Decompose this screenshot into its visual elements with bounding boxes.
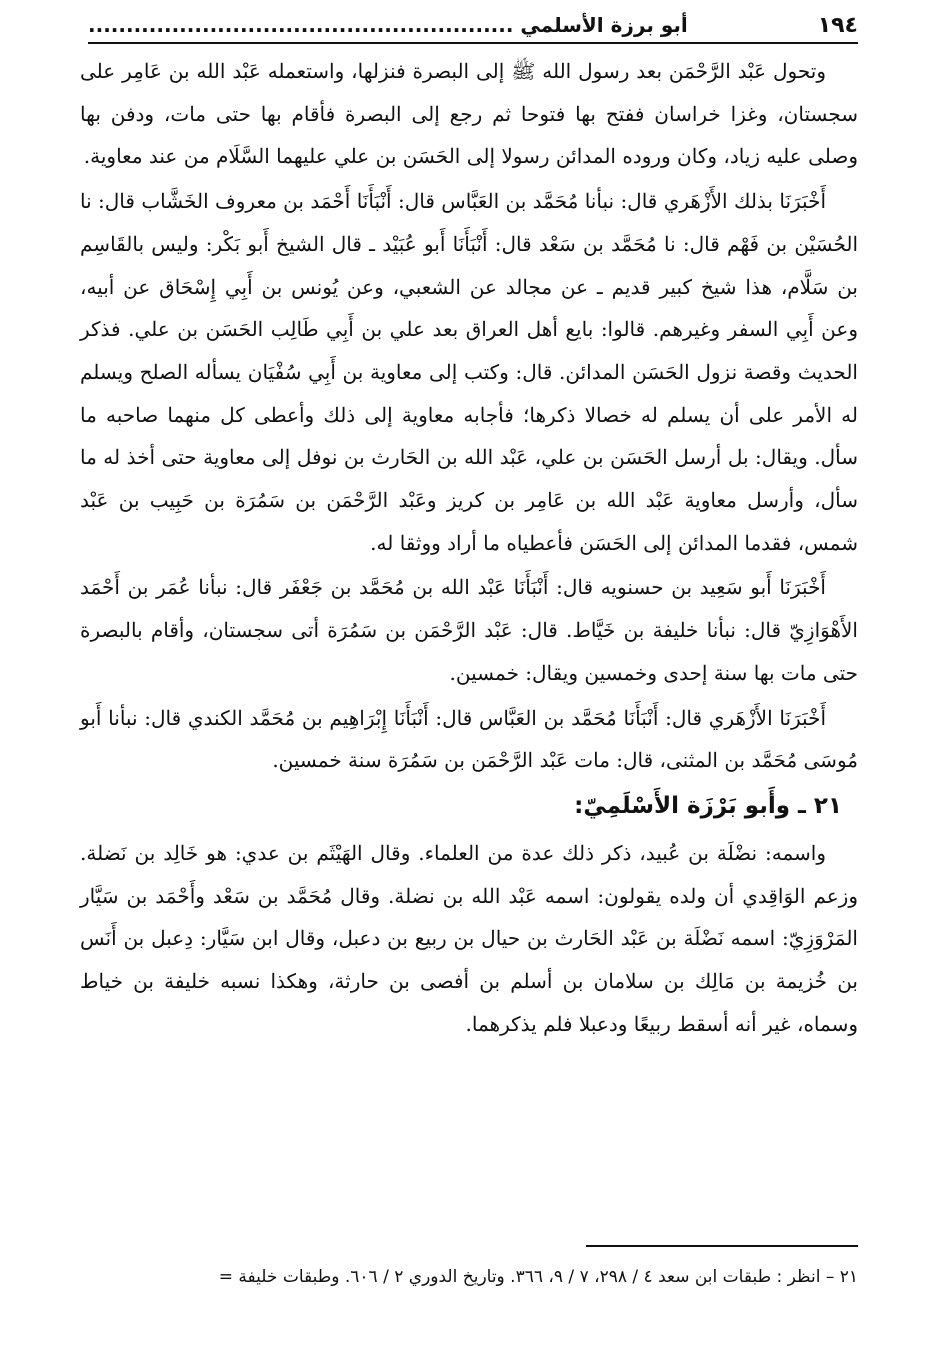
paragraph: أَخْبَرَنَا الأَزْهَري قال: أَنْبَأَنَا مُحَمَّد بن العَبَّاس قال: أَنْبَأَنَا إِبْرَاهِيم بن مُحَمَّد الكندي قال: نبأنا أَبو مُوسَى مُحَمَّد بن المثنى، قال: مات عَبْد الرَّحْمَن بن سَمُرَة سنة خمسين. [80, 705, 858, 773]
page-header [88, 8, 858, 44]
footnote-divider [586, 1245, 858, 1247]
running-title: أبو برزة الأسلمي ........................................................ [88, 13, 688, 37]
footnote: ٢١ – انظر : طبقات ابن سعد ٤ / ٢٩٨، ٧ / ٩، ٣٦٦. وتاريخ الدوري ٢ / ٦٠٦. وطبقات خليفة = [218, 1267, 858, 1287]
paragraph: وتحول عَبْد الرَّحْمَن بعد رسول الله ﷺ إلى البصرة فنزلها، واستعمله عَبْد الله بن عَامِر على سجستان، وغزا خراسان ففتح بها فتوحا ثم رجع إلى البصرة فأقام بها حتى مات، ودفن بها وصلى عليه زياد، وكان وروده المدائن رسولا إلى الحَسَن بن علي عليهما السَّلَام من عند معاوية. [80, 59, 858, 169]
section-title: ٢١ ـ وأَبو بَرْزَة الأَسْلَمِيّ: [574, 792, 842, 819]
page-number: ١٩٤ [817, 12, 858, 38]
paragraph: واسمه: نضْلَة بن عُبيد، ذكر ذلك عدة من العلماء. وقال الهَيْثَم بن عدي: هو خَالِد بن نَضلة. وزعم الوَاقِدي أن ولده يقولون: اسمه عَبْد الله بن نضلة. وقال مُحَمَّد بن سَعْد وأَحْمَد بن سَيَّار المَرْوَزِيّ: اسمه نَضْلَة بن عَبْد الحَارث بن حيال بن ربيع بن دعبل، وقال ابن سَيَّار: دِعبل بن أَنَس بن خُزيمة بن مَالِك بن سلامان بن أسلم بن أفصى بن حارثة، وهكذا نسبه خليفة بن خياط وسماه، غير أنه أسقط ربيعًا ودعبلا فلم يذكرهما. [80, 840, 858, 1036]
paragraph: أَخْبَرَنَا بذلك الأَزْهَري قال: نبأنا مُحَمَّد بن العَبَّاس قال: أَنْبَأَنَا أَحْمَد بن معروف الخَشَّاب قال: نا الحُسَيْن بن فَهْم قال: نا مُحَمَّد بن سَعْد قال: أَنْبَأَنَا أَبو عُبَيْد ـ قال الشيخ أَبو بَكْر: وليس بالقَاسِم بن سَلَّام، هذا شيخ كبير قديم ـ عن مجالد عن الشعبي، وعن يُونس بن أَبِي إِسْحَاق عن أبيه، وعن أَبِي السفر وغيرهم. قالوا: بايع أهل العراق بعد علي بن أَبِي طَالِب الحَسَن بن علي. فذكر الحديث وقصة نزول الحَسَن المدائن. قال: وكتب إلى معاوية بن أَبِي سُفْيَان يسأله الصلح ويسلم له الأمر على أن يسلم له خصالا ذكرها؛ فأجابه معاوية إلى ذلك وأعطى كل منهما صاحبه ما سأل. ويقال: بل أرسل الحَسَن بن علي، عَبْد الله بن الحَارث بن نوفل إلى معاوية حتى أخذ له ما سأل، وأرسل معاوية عَبْد الله بن عَامِر بن كريز وعَبْد الرَّحْمَن بن سَمُرَة بن حَبِيب بن عَبْد شمس، فقدما المدائن إلى الحَسَن فأعطياه ما أراد ووثقا له. [80, 189, 858, 555]
main-text [80, 50, 858, 1047]
paragraph: أَخْبَرَنَا أَبو سَعِيد بن حسنويه قال: أَنْبَأَنَا عَبْد الله بن مُحَمَّد بن جَعْفَر قال: نبأنا عُمَر بن أَحْمَد الأَهْوَازِيّ قال: نبأنا خليفة بن خَيَّاط. قال: عَبْد الرَّحْمَن بن سَمُرَة أتى سجستان، وأقام بالبصرة حتى مات بها سنة إحدى وخمسين ويقال: خمسين. [80, 575, 858, 685]
